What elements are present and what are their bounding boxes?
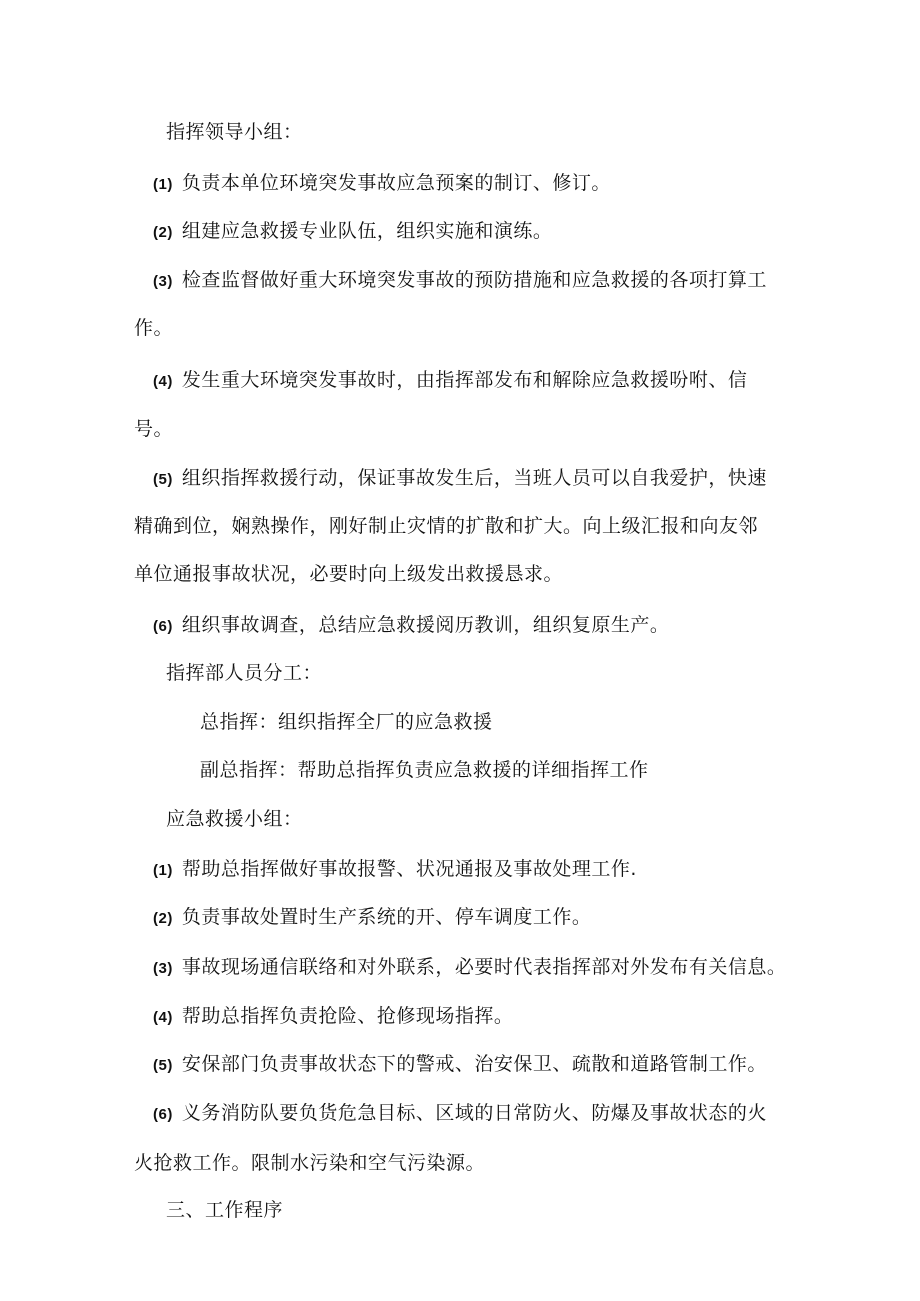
- item-number: (6): [153, 618, 173, 635]
- item-number: (1): [153, 176, 173, 193]
- item-text: 负责本单位环境突发事故应急预案的制订、修订。: [181, 172, 611, 194]
- rescue-item-1: [153, 857, 637, 883]
- item-text: 安保部门负责事故状态下的警戒、治安保卫、疏散和道路管制工作。: [181, 1053, 767, 1075]
- item-number: (5): [153, 471, 173, 488]
- rescue-item-4: [153, 1004, 513, 1030]
- item-text: 帮助总指挥负责抢险、抢修现场指挥。: [181, 1005, 514, 1027]
- leadership-item-3: [153, 268, 767, 294]
- item-text: 负责事故处置时生产系统的开、停车调度工作。: [181, 906, 592, 928]
- item-number: (4): [153, 1009, 173, 1026]
- division-commander: 总指挥：组织指挥全厂的应急救援: [200, 711, 493, 733]
- leadership-item-4: [153, 368, 747, 394]
- item-text: 发生重大环境突发事故时，由指挥部发布和解除应急救援吩咐、信: [181, 369, 748, 391]
- item-number: (5): [153, 1057, 173, 1074]
- heading-division-of-duties: 指挥部人员分工：: [166, 662, 323, 684]
- item-number: (2): [153, 910, 173, 927]
- rescue-item-6: [153, 1101, 767, 1127]
- division-deputy-commander: 副总指挥：帮助总指挥负责应急救援的详细指挥工作: [200, 759, 649, 781]
- item-text: 义务消防队要负货危急目标、区域的日常防火、防爆及事故状态的火: [181, 1102, 767, 1124]
- heading-rescue-group: 应急救援小组：: [166, 808, 303, 830]
- rescue-item-2: [153, 905, 591, 931]
- item-text: 组织指挥救援行动，保证事故发生后，当班人员可以自我爱护，快速: [181, 467, 767, 489]
- item-number: (3): [153, 273, 173, 290]
- leadership-item-5-continued-2: 单位通报事故状况，必要时向上级发出救援恳求。: [134, 563, 564, 585]
- item-number: (6): [153, 1106, 173, 1123]
- item-text: 检查监督做好重大环境突发事故的预防措施和应急救援的各项打算工: [181, 269, 767, 291]
- leadership-item-6: [153, 613, 669, 639]
- leadership-item-1: [153, 171, 611, 197]
- item-number: (4): [153, 373, 173, 390]
- item-text: 组建应急救援专业队伍，组织实施和演练。: [181, 220, 553, 242]
- rescue-item-3: [153, 955, 786, 981]
- leadership-item-5: [153, 466, 767, 492]
- heading-leadership-group: 指挥领导小组：: [166, 121, 303, 143]
- leadership-item-3-continued: 作。: [134, 317, 174, 339]
- heading-section-3-work-procedure: 三、工作程序: [166, 1199, 284, 1221]
- item-text: 事故现场通信联络和对外联系，必要时代表指挥部对外发布有关信息。: [181, 956, 787, 978]
- item-number: (2): [153, 224, 173, 241]
- item-number: (3): [153, 960, 173, 977]
- rescue-item-6-continued: 火抢救工作。限制水污染和空气污染源。: [134, 1152, 486, 1174]
- item-text: 帮助总指挥做好事故报警、状况通报及事故处理工作.: [181, 858, 637, 880]
- item-text: 组织事故调查，总结应急救援阅历教训，组织复原生产。: [181, 614, 670, 636]
- leadership-item-5-continued-1: 精确到位，娴熟操作，刚好制止灾情的扩散和扩大。向上级汇报和向友邻: [134, 515, 759, 537]
- rescue-item-5: [153, 1052, 767, 1078]
- leadership-item-2: [153, 219, 552, 245]
- leadership-item-4-continued: 号。: [134, 418, 174, 440]
- item-number: (1): [153, 862, 173, 879]
